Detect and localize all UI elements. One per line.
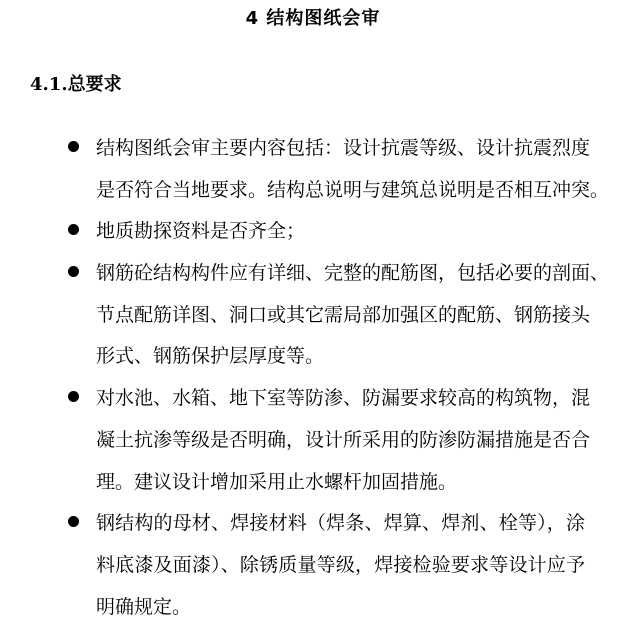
list-item — [0, 128, 626, 211]
item-line: 料底漆及面漆）、除锈质量等级，焊接检验要求等设计应予 — [96, 553, 585, 576]
subsection-heading: 4.1.总要求 — [30, 74, 122, 95]
bullet-icon — [68, 141, 79, 152]
item-line: 理。建议设计增加采用止水螺杆加固措施。 — [96, 470, 458, 493]
bullet-icon — [68, 266, 79, 277]
item-line: 明确规定。 — [96, 595, 192, 618]
list-item — [0, 503, 626, 628]
item-line: 形式、钢筋保护层厚度等。 — [96, 345, 325, 368]
bullet-icon — [68, 224, 79, 235]
item-line: 结构图纸会审主要内容包括：设计抗震等级、设计抗震烈度 — [96, 137, 591, 159]
list-item — [0, 253, 626, 378]
section-title: 4 结构图纸会审 — [245, 8, 381, 29]
item-line: 节点配筋详图、洞口或其它需局部加强区的配筋、钢筋接头 — [96, 303, 591, 326]
bullet-icon — [68, 516, 79, 527]
item-line: 凝土抗渗等级是否明确，设计所采用的防渗防漏措施是否合 — [96, 428, 591, 451]
list-item — [0, 211, 626, 253]
requirements-list — [0, 128, 626, 628]
item-line: 是否符合当地要求。结构总说明与建筑总说明是否相互冲突。 — [96, 178, 610, 201]
item-line: 地质勘探资料是否齐全； — [96, 220, 306, 243]
list-item — [0, 378, 626, 503]
item-line: 对水池、水箱、地下室等防渗、防漏要求较高的构筑物，混 — [96, 387, 591, 410]
item-line: 钢筋砼结构构件应有详细、完整的配筋图，包括必要的剖面、 — [96, 262, 610, 285]
bullet-icon — [68, 391, 79, 402]
item-line: 钢结构的母材、焊接材料（焊条、焊算、焊剂、栓等），涂 — [96, 512, 585, 535]
